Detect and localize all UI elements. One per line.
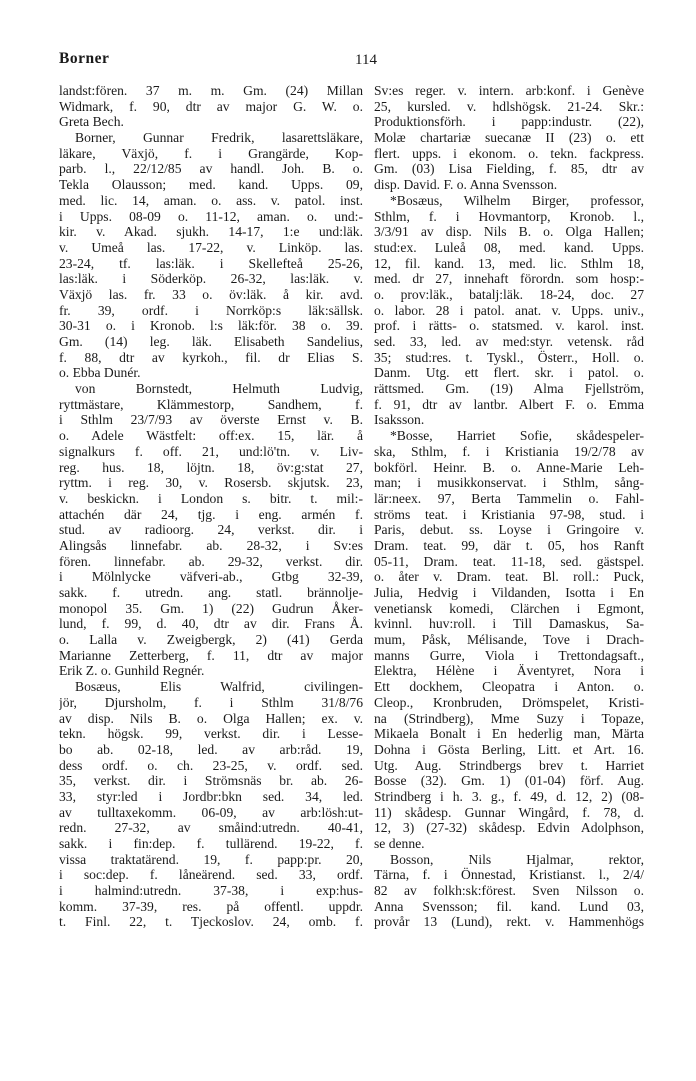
- text-line: venetiansk komedi, Clärchen i Egmont,: [374, 600, 644, 616]
- text-line: sakk. f. utredn. ang. statl. brännolje-: [59, 585, 363, 600]
- text-line: bokförl. Heinr. B. o. Anne-Marie Leh-: [374, 459, 644, 475]
- text-line: komm. 37-39, res. på offentl. uppdr.: [59, 898, 363, 914]
- text-line: lär:neex. 97, Berta Tammelin o. Fahl-: [374, 490, 644, 506]
- page-number: 114: [355, 52, 377, 68]
- text-line: Sv:es reger. v. intern. arb:konf. i Genève: [374, 83, 644, 98]
- text-line: i Mölnlycke väfveri-ab., Gtbg 32-39,: [59, 569, 363, 585]
- text-line: manns Gurre, Viola i Trettondagsaft.,: [374, 647, 644, 663]
- text-line: med. lic. 14, aman. o. ass. v. patol. inst.: [59, 192, 363, 208]
- text-line: 33, styr:led i Jordbr:bkn sed. 34, led.: [59, 788, 363, 804]
- text-line: se denne.: [374, 836, 425, 851]
- text-line: med. dr 27, innehaft förordn. som hosp:-: [374, 271, 644, 287]
- text-line: o. åter v. Dram. teat. Bl. roll.: Puck,: [374, 569, 644, 585]
- text-line: bo ab. 02-18, led. av arb:råd. 19,: [59, 741, 363, 757]
- text-line: av disp. Nils B. o. Olga Hallen; ex. v.: [59, 710, 363, 726]
- text-line: Anna Svensson; fil. kand. Lund 03,: [374, 898, 644, 914]
- text-line: ströms teat. i Kristiania 97-98, stud. i: [374, 506, 644, 522]
- text-line: 12, fil. kand. 13, med. lic. Sthlm 18,: [374, 255, 644, 271]
- text-line: i Upps. 08-09 o. 11-12, aman. o. und:-: [59, 208, 363, 224]
- text-line: flert. upps. i ekonom. o. tekn. fackpress.: [374, 145, 644, 161]
- text-line: Bosson, Nils Hjalmar, rektor,: [390, 851, 644, 867]
- text-line: tekn. högsk. 99, verkst. dir. i Lesse-: [59, 726, 363, 742]
- text-line: Borner, Gunnar Fredrik, lasarettsläkare,: [75, 130, 363, 146]
- text-line: v. beskickn. i London s. bitr. t. mil:-: [59, 490, 363, 506]
- text-line: Marianne Zetterberg, f. 11, dtr av major: [59, 647, 363, 663]
- text-line: av tulltaxekomm. 06-09, av arb:lösh:ut-: [59, 804, 363, 820]
- text-line: o. Lalla v. Zweigbergk, 2) (41) Gerda: [59, 632, 363, 648]
- text-line: o. prov:läk., batalj:läk. 18-24, doc. 27: [374, 286, 644, 302]
- text-line: 35, verkst. dir. i Strömsnäs br. ab. 26-: [59, 773, 363, 789]
- text-line: f. 91, dtr av lantbr. Albert F. o. Emma: [374, 396, 644, 412]
- text-line: lund, f. 99, d. 40, dtr av dir. Frans Å.: [59, 616, 363, 632]
- text-line: *Bosæus, Wilhelm Birger, professor,: [390, 192, 644, 208]
- text-line: redn. 27-32, av småind:utredn. 40-41,: [59, 820, 363, 836]
- text-line: läkare, Växjö, f. i Grangärde, Kop-: [59, 145, 363, 161]
- text-line: landst:fören. 37 m. m. Gm. (24) Millan: [59, 83, 363, 98]
- text-line: Strindberg i h. 3. g., f. 49, d. 12, 2) (08-: [374, 788, 644, 804]
- text-line: las:läk. i Söderköp. 26-32, las:läk. v.: [59, 271, 363, 287]
- text-line: Gm. (03) Lisa Fielding, f. 85, dtr av: [374, 161, 644, 177]
- text-line: i soc:dep. f. låneärend. sed. 33, ordf.: [59, 867, 363, 883]
- text-line: 82 av folkh:sk:förest. Sven Nilsson o.: [374, 883, 644, 899]
- text-line: stud:ex. Luleå 08, med. kand. Upps.: [374, 239, 644, 255]
- text-line: fören. linnefabr. ab. 29-32, verkst. dir.: [59, 553, 363, 569]
- text-line: provår 13 (Lund), rekt. v. Hammenhögs: [374, 914, 644, 930]
- text-line: Julia, Hedvig i Vildanden, Isotta i En: [374, 585, 644, 600]
- text-line: Alingsås linnefabr. ab. 28-32, i Sv:es: [59, 537, 363, 553]
- text-line: rättsmed. Gm. (19) Alma Fjellström,: [374, 381, 644, 397]
- text-line: stud. av radioorg. 24, verkst. dir. i: [59, 522, 363, 538]
- text-line: Ett dockhem, Cleopatra i Anton. o.: [374, 679, 644, 695]
- text-line: signalkurs f. off. 21, und:lö'tn. v. Liv-: [59, 443, 363, 459]
- running-head: Borner: [59, 50, 110, 67]
- text-line: Tekla Olausson; med. kand. Upps. 09,: [59, 177, 363, 193]
- text-line: kir. v. Akad. sjukh. 14-17, 1:e und:läk.: [59, 224, 363, 240]
- text-line: 12, 3) (27-32) skådesp. Edvin Adolphson,: [374, 820, 644, 836]
- text-line: kvinnl. huv:roll. i Till Damaskus, Sa-: [374, 616, 644, 632]
- text-line: monopol 35. Gm. 1) (22) Gudrun Åker-: [59, 600, 363, 616]
- text-line: prof. i rätts- o. statsmed. v. karol. inst.: [374, 318, 644, 334]
- text-line: Gm. (14) leg. läk. Elisabeth Sandelius,: [59, 334, 363, 349]
- text-line: v. Umeå las. 17-22, v. Linköp. las.: [59, 239, 363, 255]
- text-line: i halmind:utredn. 37-38, i exp:hus-: [59, 883, 363, 899]
- text-line: jör, Djursholm, f. i Sthlm 31/8/76: [59, 694, 363, 710]
- text-line: mum, Påsk, Mélisande, Tove i Drach-: [374, 632, 644, 648]
- text-line: 30-31 o. i Kronob. l:s läk:för. 38 o. 39.: [59, 318, 363, 334]
- text-line: Paris, debut. ss. Loyse i Gringoire v.: [374, 522, 644, 538]
- text-line: Elektra, Hélène i Äventyret, Nora i: [374, 663, 644, 679]
- text-line: dess ordf. o. ch. 23-25, v. ordf. sed.: [59, 757, 363, 773]
- text-line: Molæ chartariæ suecanæ II (23) o. ett: [374, 130, 644, 146]
- text-line: parb. l., 22/12/85 av handl. Joh. B. o.: [59, 161, 363, 177]
- text-line: Isaksson.: [374, 412, 425, 428]
- right-column: [374, 83, 644, 930]
- text-line: 35; stud:res. t. Tyskl., Österr., Holl. o.: [374, 349, 644, 365]
- text-line: von Bornstedt, Helmuth Ludvig,: [75, 381, 363, 397]
- text-line: Erik Z. o. Gunhild Regnér.: [59, 663, 205, 679]
- text-line: Dram. teat. 99, där t. 05, hos Ranft: [374, 537, 644, 553]
- text-line: ska, Sthlm, f. i Kristiania 19/2/78 av: [374, 443, 644, 459]
- text-line: Tärna, f. i Önnestad, Kristianst. l., 2/4/: [374, 867, 644, 883]
- text-line: t. Finl. 22, t. Tjeckoslov. 24, omb. f.: [59, 914, 363, 930]
- text-line: 3/3/91 av disp. Nils B. o. Olga Hallen;: [374, 224, 644, 240]
- text-line: Utg. Aug. Strindbergs brev t. Harriet: [374, 757, 644, 773]
- text-line: 23-24, tf. las:läk. i Skellefteå 25-26,: [59, 255, 363, 271]
- text-line: Mikaela Bonalt i En hederlig man, Märta: [374, 726, 644, 742]
- text-line: attachén där 24, tjg. i eng. armén f.: [59, 506, 363, 522]
- text-line: o. Adele Wästfelt: off:ex. 15, lär. å: [59, 428, 363, 444]
- text-line: man; i musikkonservat. i Sthlm, sång-: [374, 475, 644, 491]
- text-line: Sthlm, f. i Hovmantorp, Kronob. l.,: [374, 208, 644, 224]
- text-line: i Sthlm 23/7/93 av överste Ernst v. B.: [59, 412, 363, 428]
- text-line: fr. 39, ordf. i Norrköp:s läk:sällsk.: [59, 302, 363, 318]
- text-line: Dohna i Gösta Berling, Litt. et Art. 16.: [374, 741, 644, 757]
- text-line: reg. hus. 18, löjtn. 18, öv:g:stat 27,: [59, 459, 363, 475]
- text-line: 25, kursled. v. hdlshögsk. 21-24. Skr.:: [374, 98, 644, 114]
- text-line: na (Strindberg), Mme Suzy i Topaze,: [374, 710, 644, 726]
- text-line: Bosæus, Elis Walfrid, civilingen-: [75, 679, 363, 695]
- text-line: Växjö las. fr. 33 o. öv:läk. å kir. avd.: [59, 286, 363, 302]
- text-line: 05-11, Dram. teat. 11-18, sed. gästspel.: [374, 553, 644, 569]
- text-line: sed. 33, led. av med:styr. vetensk. råd: [374, 334, 644, 349]
- text-line: sakk. i fin:dep. f. tullärend. 19-22, f.: [59, 836, 363, 851]
- text-line: *Bosse, Harriet Sofie, skådespeler-: [390, 428, 644, 444]
- text-line: f. 88, dtr av kyrkoh., fil. dr Elias S.: [59, 349, 363, 365]
- text-line: o. labor. 28 i patol. anat. v. Upps. univ.,: [374, 302, 644, 318]
- text-line: Widmark, f. 90, dtr av major G. W. o.: [59, 98, 363, 114]
- text-line: vissa traktatärend. 19, f. papp:pr. 20,: [59, 851, 363, 867]
- text-line: Bosse (32). Gm. 1) (01-04) förf. Aug.: [374, 773, 644, 789]
- text-line: ryttmästare, Klämmestorp, Sandhem, f.: [59, 396, 363, 412]
- left-column: [59, 83, 363, 930]
- text-line: ryttm. i reg. 30, v. Rosersb. skjutsk. 23,: [59, 475, 363, 491]
- text-line: Danm. Utg. ett flert. skr. i patol. o.: [374, 365, 644, 381]
- text-line: o. Ebba Dunér.: [59, 365, 141, 381]
- text-line: Cleop., Kronbruden, Drömspelet, Kristi-: [374, 694, 644, 710]
- text-line: Produktionsförh. i papp:industr. (22),: [374, 114, 644, 130]
- text-line: Greta Bech.: [59, 114, 124, 130]
- text-line: 11) skådesp. Gunnar Wingård, f. 78, d.: [374, 804, 644, 820]
- text-line: disp. David. F. o. Anna Svensson.: [374, 177, 558, 193]
